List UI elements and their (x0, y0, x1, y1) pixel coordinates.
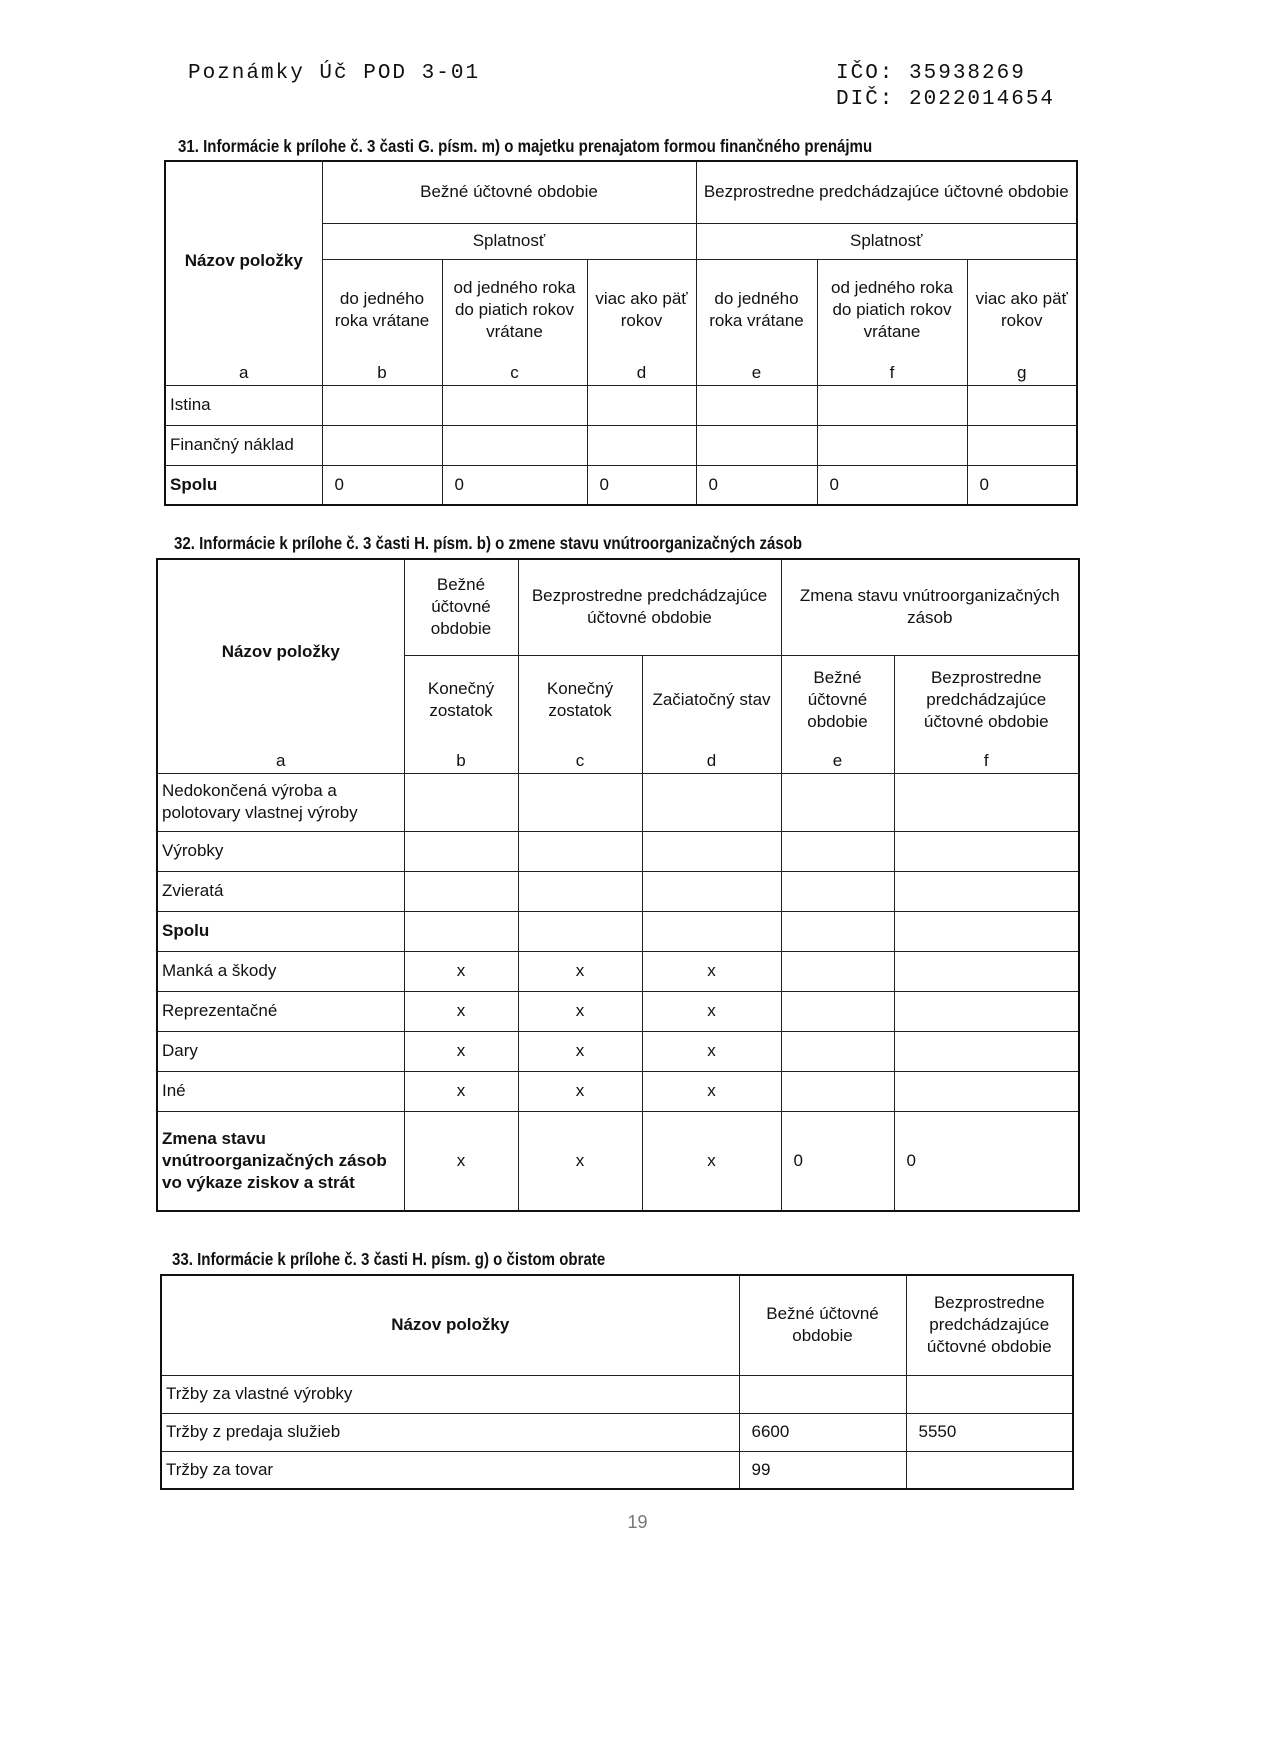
inventory-change-header: Zmena stavu vnútroorganizačných zásob (781, 559, 1079, 655)
inventory-cell (781, 831, 894, 871)
inventory-cell: x (642, 1031, 781, 1071)
lease-letter-c: c (442, 361, 587, 385)
inventory-letter-f: f (894, 745, 1079, 773)
lease-letter-f: f (817, 361, 967, 385)
page-number: 19 (627, 1512, 648, 1532)
turnover-table (160, 1274, 1074, 1490)
turnover-item-header: Názov položky (161, 1275, 739, 1375)
lease-cell (817, 385, 967, 425)
lease-col-over-five-current: viac ako päť rokov (587, 259, 696, 361)
lease-cell: 0 (587, 465, 696, 505)
inventory-row (157, 1031, 1079, 1071)
inventory-row-label: Výrobky (157, 831, 404, 871)
lease-letter-a: a (165, 361, 322, 385)
inventory-row-change (157, 1111, 1079, 1211)
inventory-letter-b: b (404, 745, 518, 773)
inventory-col-opening-state: Začiatočný stav (642, 655, 781, 745)
section-32-title: 32. Informácie k prílohe č. 3 časti H. písm. b) o zmene stavu vnútroorganizačných zásob (174, 533, 803, 553)
inventory-cell: x (518, 1071, 642, 1111)
lease-letter-e: e (696, 361, 817, 385)
inventory-cell (894, 1031, 1079, 1071)
inventory-cell (518, 831, 642, 871)
lease-col-up-to-one-current: do jedného roka vrátane (322, 259, 442, 361)
inventory-cell: x (404, 1111, 518, 1211)
lease-current-period-header: Bežné účtovné obdobie (322, 161, 696, 223)
lease-cell (817, 425, 967, 465)
lease-letter-d: d (587, 361, 696, 385)
lease-cell (967, 385, 1077, 425)
lease-cell (587, 425, 696, 465)
inventory-letter-a: a (157, 745, 404, 773)
inventory-row-label: Dary (157, 1031, 404, 1071)
turnover-row-label: Tržby za vlastné výrobky (161, 1375, 739, 1413)
inventory-cell: x (642, 991, 781, 1031)
turnover-cell (739, 1375, 906, 1413)
lease-col-up-to-one-previous: do jedného roka vrátane (696, 259, 817, 361)
section-31-title: 31. Informácie k prílohe č. 3 časti G. písm. m) o majetku prenajatom formou finančného prenájmu (178, 136, 873, 156)
lease-row (165, 385, 1077, 425)
inventory-cell: x (642, 1071, 781, 1111)
lease-row-label: Spolu (165, 465, 322, 505)
inventory-cell: x (642, 1111, 781, 1211)
lease-cell: 0 (817, 465, 967, 505)
inventory-cell (404, 773, 518, 831)
lease-maturity-previous: Splatnosť (696, 223, 1077, 259)
inventory-cell: x (518, 951, 642, 991)
inventory-letter-c: c (518, 745, 642, 773)
inventory-cell (518, 871, 642, 911)
inventory-row (157, 871, 1079, 911)
lease-previous-period-header: Bezprostredne predchádzajúce účtovné obdobie (696, 161, 1077, 223)
inventory-cell: x (518, 1031, 642, 1071)
inventory-col-change-current: Bežné účtovné obdobie (781, 655, 894, 745)
inventory-cell (894, 773, 1079, 831)
inventory-cell: x (518, 1111, 642, 1211)
lease-cell: 0 (696, 465, 817, 505)
inventory-previous-period-header: Bezprostredne predchádzajúce účtovné obdobie (518, 559, 781, 655)
inventory-cell (894, 991, 1079, 1031)
inventory-item-header: Názov položky (157, 559, 404, 745)
inventory-row-label: Spolu (157, 911, 404, 951)
inventory-letter-d: d (642, 745, 781, 773)
lease-col-over-five-previous: viac ako päť rokov (967, 259, 1077, 361)
inventory-cell (781, 773, 894, 831)
lease-cell (442, 425, 587, 465)
lease-cell: 0 (442, 465, 587, 505)
inventory-cell: x (404, 1031, 518, 1071)
lease-col-one-to-five-current: od jedného roka do piatich rokov vrátane (442, 259, 587, 361)
turnover-cell: 6600 (739, 1413, 906, 1451)
inventory-cell (642, 773, 781, 831)
inventory-row-total (157, 911, 1079, 951)
inventory-cell (404, 831, 518, 871)
lease-table (164, 160, 1078, 506)
lease-row-label: Finančný náklad (165, 425, 322, 465)
inventory-cell: x (642, 951, 781, 991)
inventory-row-label: Zvieratá (157, 871, 404, 911)
turnover-cell (906, 1451, 1073, 1489)
inventory-row-label: Manká a škody (157, 951, 404, 991)
inventory-cell: x (518, 991, 642, 1031)
turnover-row (161, 1451, 1073, 1489)
inventory-row-label: Iné (157, 1071, 404, 1111)
inventory-cell: 0 (894, 1111, 1079, 1211)
turnover-cell (906, 1375, 1073, 1413)
inventory-cell (894, 911, 1079, 951)
inventory-cell (894, 1071, 1079, 1111)
inventory-cell (518, 911, 642, 951)
inventory-cell (781, 911, 894, 951)
inventory-letter-e: e (781, 745, 894, 773)
inventory-cell (781, 871, 894, 911)
header-document-name: Poznámky Úč POD 3-01 (188, 62, 481, 85)
inventory-col-change-previous: Bezprostredne predchádzajúce účtovné obdobie (894, 655, 1079, 745)
inventory-cell: 0 (781, 1111, 894, 1211)
lease-cell (696, 425, 817, 465)
inventory-cell (781, 991, 894, 1031)
inventory-cell (404, 871, 518, 911)
turnover-cell: 99 (739, 1451, 906, 1489)
lease-letter-b: b (322, 361, 442, 385)
inventory-row (157, 831, 1079, 871)
turnover-row-label: Tržby za tovar (161, 1451, 739, 1489)
inventory-table (156, 558, 1080, 1212)
lease-cell (587, 385, 696, 425)
inventory-cell: x (404, 991, 518, 1031)
lease-cell: 0 (322, 465, 442, 505)
lease-cell (322, 385, 442, 425)
inventory-cell (518, 773, 642, 831)
inventory-row-label: Zmena stavu vnútroorganizačných zásob vo výkaze ziskov a strát (157, 1111, 404, 1211)
inventory-cell (781, 1031, 894, 1071)
inventory-cell (642, 871, 781, 911)
inventory-cell (404, 911, 518, 951)
turnover-cell: 5550 (906, 1413, 1073, 1451)
inventory-row (157, 1071, 1079, 1111)
inventory-cell: x (404, 951, 518, 991)
lease-cell (967, 425, 1077, 465)
header-dic: DIČ: 2022014654 (836, 88, 1056, 111)
inventory-col-final-balance: Konečný zostatok (404, 655, 518, 745)
turnover-previous-period-header: Bezprostredne predchádzajúce účtovné obdobie (906, 1275, 1073, 1375)
lease-cell: 0 (967, 465, 1077, 505)
inventory-row-label: Reprezentačné (157, 991, 404, 1031)
inventory-row (157, 951, 1079, 991)
inventory-cell (894, 951, 1079, 991)
inventory-cell (781, 951, 894, 991)
inventory-row-label: Nedokončená výroba a polotovary vlastnej výroby (157, 773, 404, 831)
inventory-cell (894, 831, 1079, 871)
inventory-cell (781, 1071, 894, 1111)
inventory-cell (642, 911, 781, 951)
lease-col-one-to-five-previous: od jedného roka do piatich rokov vrátane (817, 259, 967, 361)
inventory-row (157, 773, 1079, 831)
turnover-current-period-header: Bežné účtovné obdobie (739, 1275, 906, 1375)
header-ico: IČO: 35938269 (836, 62, 1026, 85)
lease-row-total (165, 465, 1077, 505)
turnover-row (161, 1413, 1073, 1451)
section-33-title: 33. Informácie k prílohe č. 3 časti H. písm. g) o čistom obrate (172, 1249, 606, 1269)
lease-maturity-current: Splatnosť (322, 223, 696, 259)
lease-cell (322, 425, 442, 465)
inventory-cell (642, 831, 781, 871)
lease-row-label: Istina (165, 385, 322, 425)
inventory-current-period-header: Bežné účtovné obdobie (404, 559, 518, 655)
lease-row (165, 425, 1077, 465)
turnover-row (161, 1375, 1073, 1413)
lease-letter-g: g (967, 361, 1077, 385)
turnover-row-label: Tržby z predaja služieb (161, 1413, 739, 1451)
lease-cell (442, 385, 587, 425)
lease-item-header: Názov položky (165, 161, 322, 361)
inventory-cell (894, 871, 1079, 911)
inventory-row (157, 991, 1079, 1031)
inventory-cell: x (404, 1071, 518, 1111)
lease-cell (696, 385, 817, 425)
inventory-col-final-balance-previous: Konečný zostatok (518, 655, 642, 745)
